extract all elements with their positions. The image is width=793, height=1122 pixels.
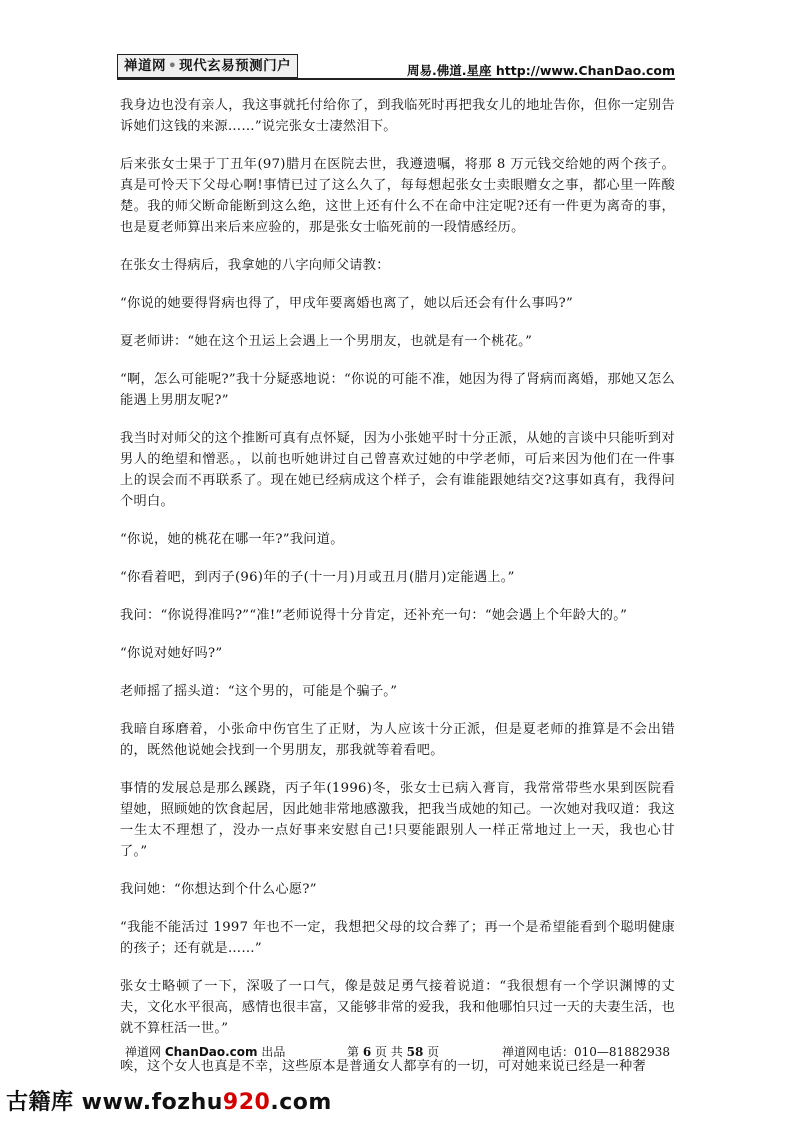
page-label-mid: 页 共 xyxy=(371,1045,407,1059)
footer-publisher-prefix: 禅道网 xyxy=(125,1045,165,1059)
header-divider xyxy=(117,78,675,80)
paragraph: 夏老师讲：“她在这个丑运上会遇上一个男朋友，也就是有一个桃花。” xyxy=(120,334,533,349)
paragraph: 我问：“你说得准吗?”“准!”老师说得十分肯定，还补充一句：“她会遇上个年龄大的。” xyxy=(120,608,628,623)
paragraph: 我问她：“你想达到个什么心愿?” xyxy=(120,882,317,897)
paragraph: “你说对她好吗?” xyxy=(120,646,223,661)
paragraph: 我身边也没有亲人，我这事就托付给你了，到我临死时再把我女儿的地址告你，但你一定别告诉她们这钱的来源……”说完张女士凄然泪下。 xyxy=(120,98,675,134)
logo-separator: • xyxy=(168,58,178,74)
page-label-post: 页 xyxy=(423,1045,440,1059)
paragraph: “啊，怎么可能呢?”我十分疑惑地说：“你说的可能不准，她因为得了肾病而离婚，那她又怎么能遇上男朋友呢?” xyxy=(120,372,675,408)
footer-publisher-suffix: 出品 xyxy=(257,1045,286,1059)
footer-publisher xyxy=(125,1043,285,1060)
paragraph: 唉，这个女人也真是不幸，这些原本是普通女人都享有的一切，可对她来说已经是一种奢 xyxy=(120,1059,647,1074)
paragraph: 后来张女士果于丁丑年(97)腊月在医院去世，我遵遗嘱，将那 8 万元钱交给她的两个孩子。真是可怜天下父母心啊!事情已过了这么久了，每每想起张女士卖眼赠女之事，都心里一阵酸楚。我的师父断命能断到这么绝，这世上还有什么不在命中注定呢?还有一件更为离奇的事，也是夏老师算出来后来应验的，那是张女士临死前的一段情感经历。 xyxy=(120,157,675,235)
footer-site-link[interactable]: ChanDao.com xyxy=(164,1045,258,1059)
paragraph: “你说，她的桃花在哪一年?”我问道。 xyxy=(120,532,344,547)
page-footer xyxy=(125,1043,670,1061)
header-site-url[interactable]: 周易.佛道.星座 http://www.ChanDao.com xyxy=(407,63,675,78)
paragraph: 在张女士得病后，我拿她的八字向师父请教： xyxy=(120,258,390,273)
site-logo[interactable] xyxy=(117,54,298,78)
paragraph: 我暗自琢磨着，小张命中伤官生了正财，为人应该十分正派，但是夏老师的推算是不会出错的，既然他说她会找到一个男朋友，那我就等着看吧。 xyxy=(120,722,675,758)
paragraph: “你看着吧，到丙子(96)年的子(十一月)月或丑月(腊月)定能遇上。” xyxy=(120,570,515,585)
page-total: 58 xyxy=(406,1045,424,1059)
logo-part1: 禅道网 xyxy=(124,58,166,74)
page-header xyxy=(117,52,675,78)
watermark-number: 920 xyxy=(222,1090,271,1115)
watermark-suffix: .com xyxy=(270,1090,332,1115)
page-label-pre: 第 xyxy=(347,1045,363,1059)
document-body xyxy=(120,95,675,1094)
paragraph: 事情的发展总是那么蹊跷，丙子年(1996)冬，张女士已病入膏肓，我常常带些水果到医院看望她，照顾她的饮食起居，因此她非常地感激我，把我当成她的知己。一次她对我叹道：我这一生太不理想了，没办一点好事来安慰自己!只要能跟别人一样正常地过上一天，我也心甘了。” xyxy=(120,781,675,859)
page-current: 6 xyxy=(362,1045,372,1059)
paragraph: 老师摇了摇头道：“这个男的，可能是个骗子。” xyxy=(120,684,398,699)
page-number xyxy=(347,1043,439,1060)
footer-phone: 禅道网电话：010—81882938 xyxy=(502,1045,670,1059)
paragraph: “你说的她要得肾病也得了，甲戌年要离婚也离了，她以后还会有什么事吗?” xyxy=(120,296,574,311)
watermark xyxy=(6,1085,332,1116)
logo-part2: 现代玄易预测门户 xyxy=(179,58,292,74)
paragraph: “我能不能活过 1997 年也不一定，我想把父母的坟合葬了；再一个是希望能看到个聪明健康的孩子；还有就是……” xyxy=(120,920,675,956)
paragraph: 我当时对师父的这个推断可真有点怀疑，因为小张她平时十分正派，从她的言谈中只能听到对男人的绝望和憎恶。，以前也听她讲过自己曾喜欢过她的中学老师，可后来因为他们在一件事上的误会而不再联系了。现在她已经病成这个样子，会有谁能跟她结交?这事如真有，我得问个明白。 xyxy=(120,431,675,509)
watermark-prefix: 古籍库 www.fozhu xyxy=(6,1090,223,1115)
paragraph: 张女士略顿了一下，深吸了一口气，像是鼓足勇气接着说道：“我很想有一个学识渊博的丈夫，文化水平很高，感情也很丰富，又能够非常的爱我，我和他哪怕只过一天的夫妻生活，也就不算枉活一世。” xyxy=(120,979,675,1036)
